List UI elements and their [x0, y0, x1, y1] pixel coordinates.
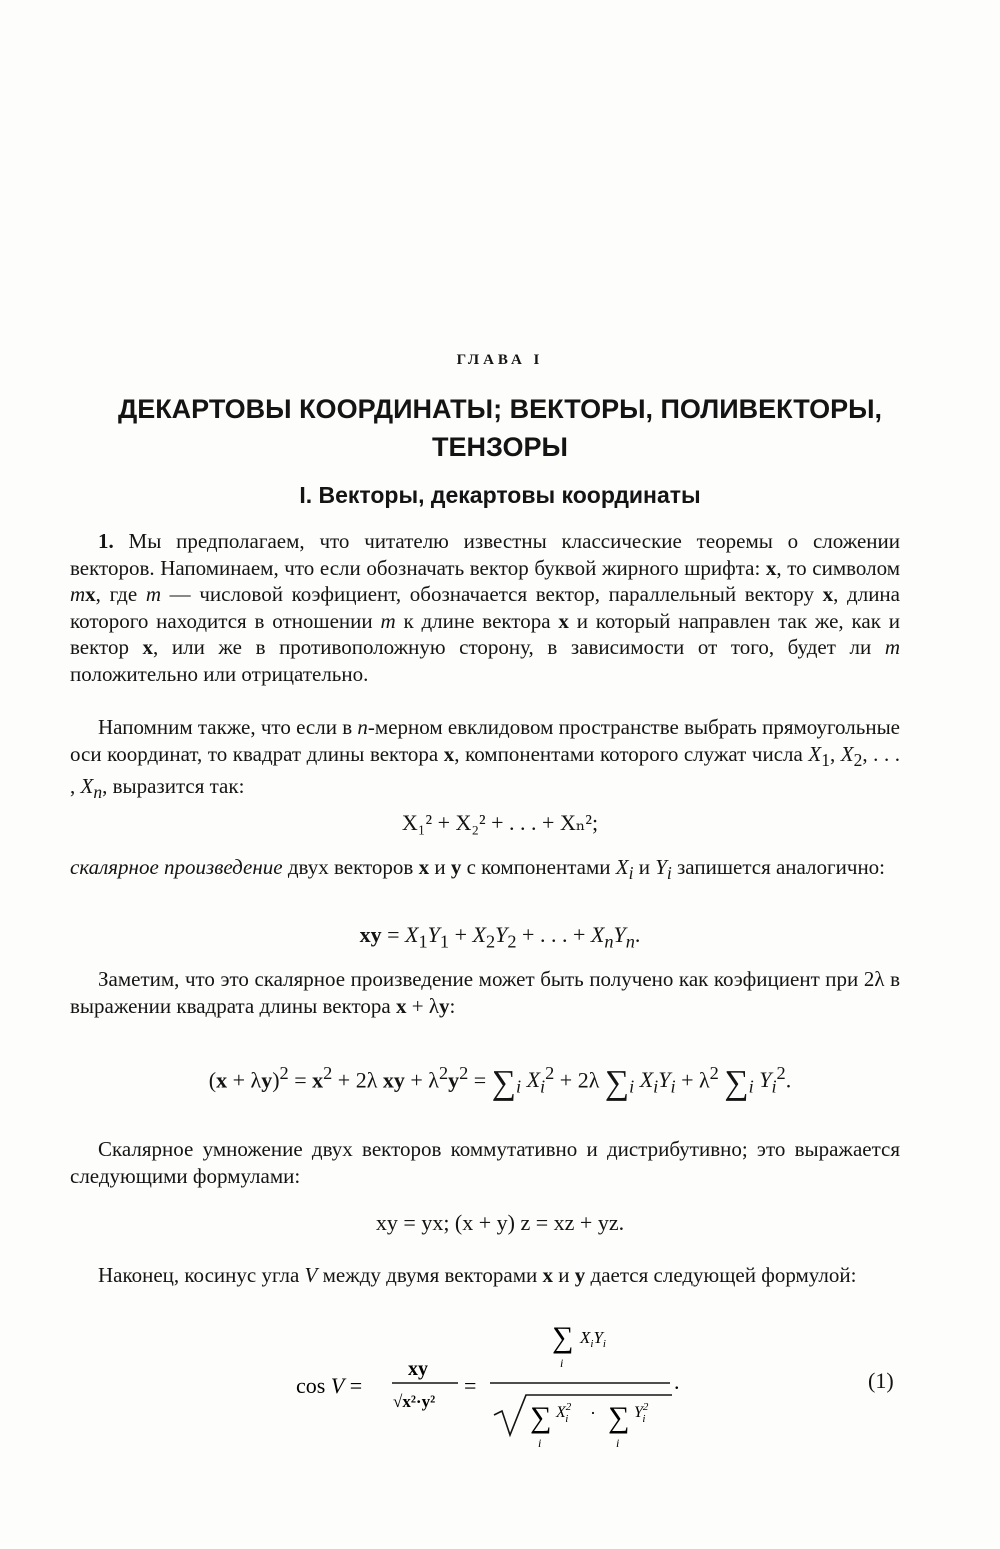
svg-text:xy: xy: [408, 1358, 428, 1380]
svg-text:cos V =: cos V =: [296, 1373, 363, 1398]
paragraph-4-text: Заметим, что это скалярное произведение может быть получено как коэфициент при 2λ в выражении квадрата длины вектора: [70, 967, 900, 1018]
svg-text:i: i: [560, 1356, 564, 1370]
equation-sum-of-squares: X₁² + X₂² + . . . + Xₙ²;: [401, 810, 599, 835]
svg-text:Y2i: $Y^2$ i: [634, 1401, 649, 1425]
chapter-title-line2: ТЕНЗОРЫ: [431, 432, 568, 462]
paragraph-2-intro: Напомним также, что если в: [98, 715, 353, 739]
term-scalar-product: скалярное произведение: [70, 855, 283, 879]
svg-text:.: .: [674, 1369, 680, 1394]
paragraph-6: Наконец, косинус угла V между двумя векторами x и y дается следующей формулой:: [98, 1263, 857, 1287]
svg-text:XiYi: $X_iY_i$: [580, 1328, 606, 1350]
equation-cosine: [280, 1315, 740, 1465]
equation-commutative-distributive: xy = yx; (x + y) z = xz + yz.: [375, 1210, 625, 1235]
paragraph-1: 1. Мы предполагаем, что читателю известны классические теоремы о сложении векторов. Напоминаем, что если обозначать вектор буквой жирного шрифта: x, то символом mx, где m — числовой коэфициент, обозначается вектор, параллельный вектору x, длина которого находится в отношении m к длине вектора x и который направлен так же, как и вектор x, или же в противоположную сторону, в зависимости от того, будет ли m положительно или отрицательно.: [70, 529, 900, 686]
equation-square-expansion: $(x + \lambda y)^2 = x^2 + 2\lambda$ xy + $\lambda^2y^2 = \sum_i$ $X_i^2 + 2\lambda$ $\sum_i$ $X_iY_i + \lambda^2$ $\sum_i$ $Y_i^2$.: [208, 1063, 792, 1102]
chapter-label: ГЛАВА I: [456, 352, 544, 368]
svg-text:∑: ∑: [552, 1321, 574, 1354]
chapter-title-line1: ДЕКАРТОВЫ КООРДИНАТЫ; ВЕКТОРЫ, ПОЛИВЕКТОРЫ,: [117, 394, 883, 424]
paragraph-6-text: Наконец, косинус угла: [98, 1263, 300, 1287]
equation-number: (1): [868, 1368, 894, 1393]
paragraph-4: Заметим, что это скалярное произведение может быть получено как коэфициент при 2λ в выражении квадрата длины вектора x + λy:: [70, 967, 900, 1018]
svg-text:·: ·: [590, 1403, 596, 1423]
svg-text:∑: ∑: [530, 1401, 552, 1434]
paragraph-5-text: Скалярное умножение двух векторов коммутативно и дистрибутивно; это выражается следующими формулами:: [70, 1137, 900, 1188]
paragraph-5: [70, 1136, 900, 1189]
svg-text:i: i: [616, 1436, 620, 1450]
equation-scalar-product: xy = $X_1Y_1 + X_2Y_2$ + . . . + $X_nY_n$.: [359, 922, 641, 952]
svg-text:∑: ∑: [608, 1401, 630, 1434]
svg-text:i: i: [538, 1436, 542, 1450]
svg-text:√x²·y²: √x²·y²: [393, 1392, 436, 1411]
svg-text:=: =: [464, 1373, 477, 1398]
svg-text:X2i: $X^2$ i: [556, 1401, 572, 1425]
paragraph-number: 1.: [98, 529, 114, 553]
chapter-title: [60, 390, 940, 466]
paragraph-1-text: Мы предполагаем, что читателю известны классические теоремы о сложении векторов. Напоминаем, что если обозначать вектор буквой жирного шрифта:: [70, 529, 900, 580]
paragraph-3: скалярное произведение двух векторов x и y с компонентами $X_i$ и $Y_i$ запишется аналогично:: [70, 855, 886, 884]
paragraph-2: Напомним также, что если в n-мерном евклидовом пространстве выбрать прямоугольные оси координат, то квадрат длины вектора x, компонентами которого служат числа $X_1$, $X_2$, . . . , $X_n$, выразится так:: [70, 715, 901, 803]
section-title: I. Векторы, декартовы координаты: [299, 482, 701, 508]
